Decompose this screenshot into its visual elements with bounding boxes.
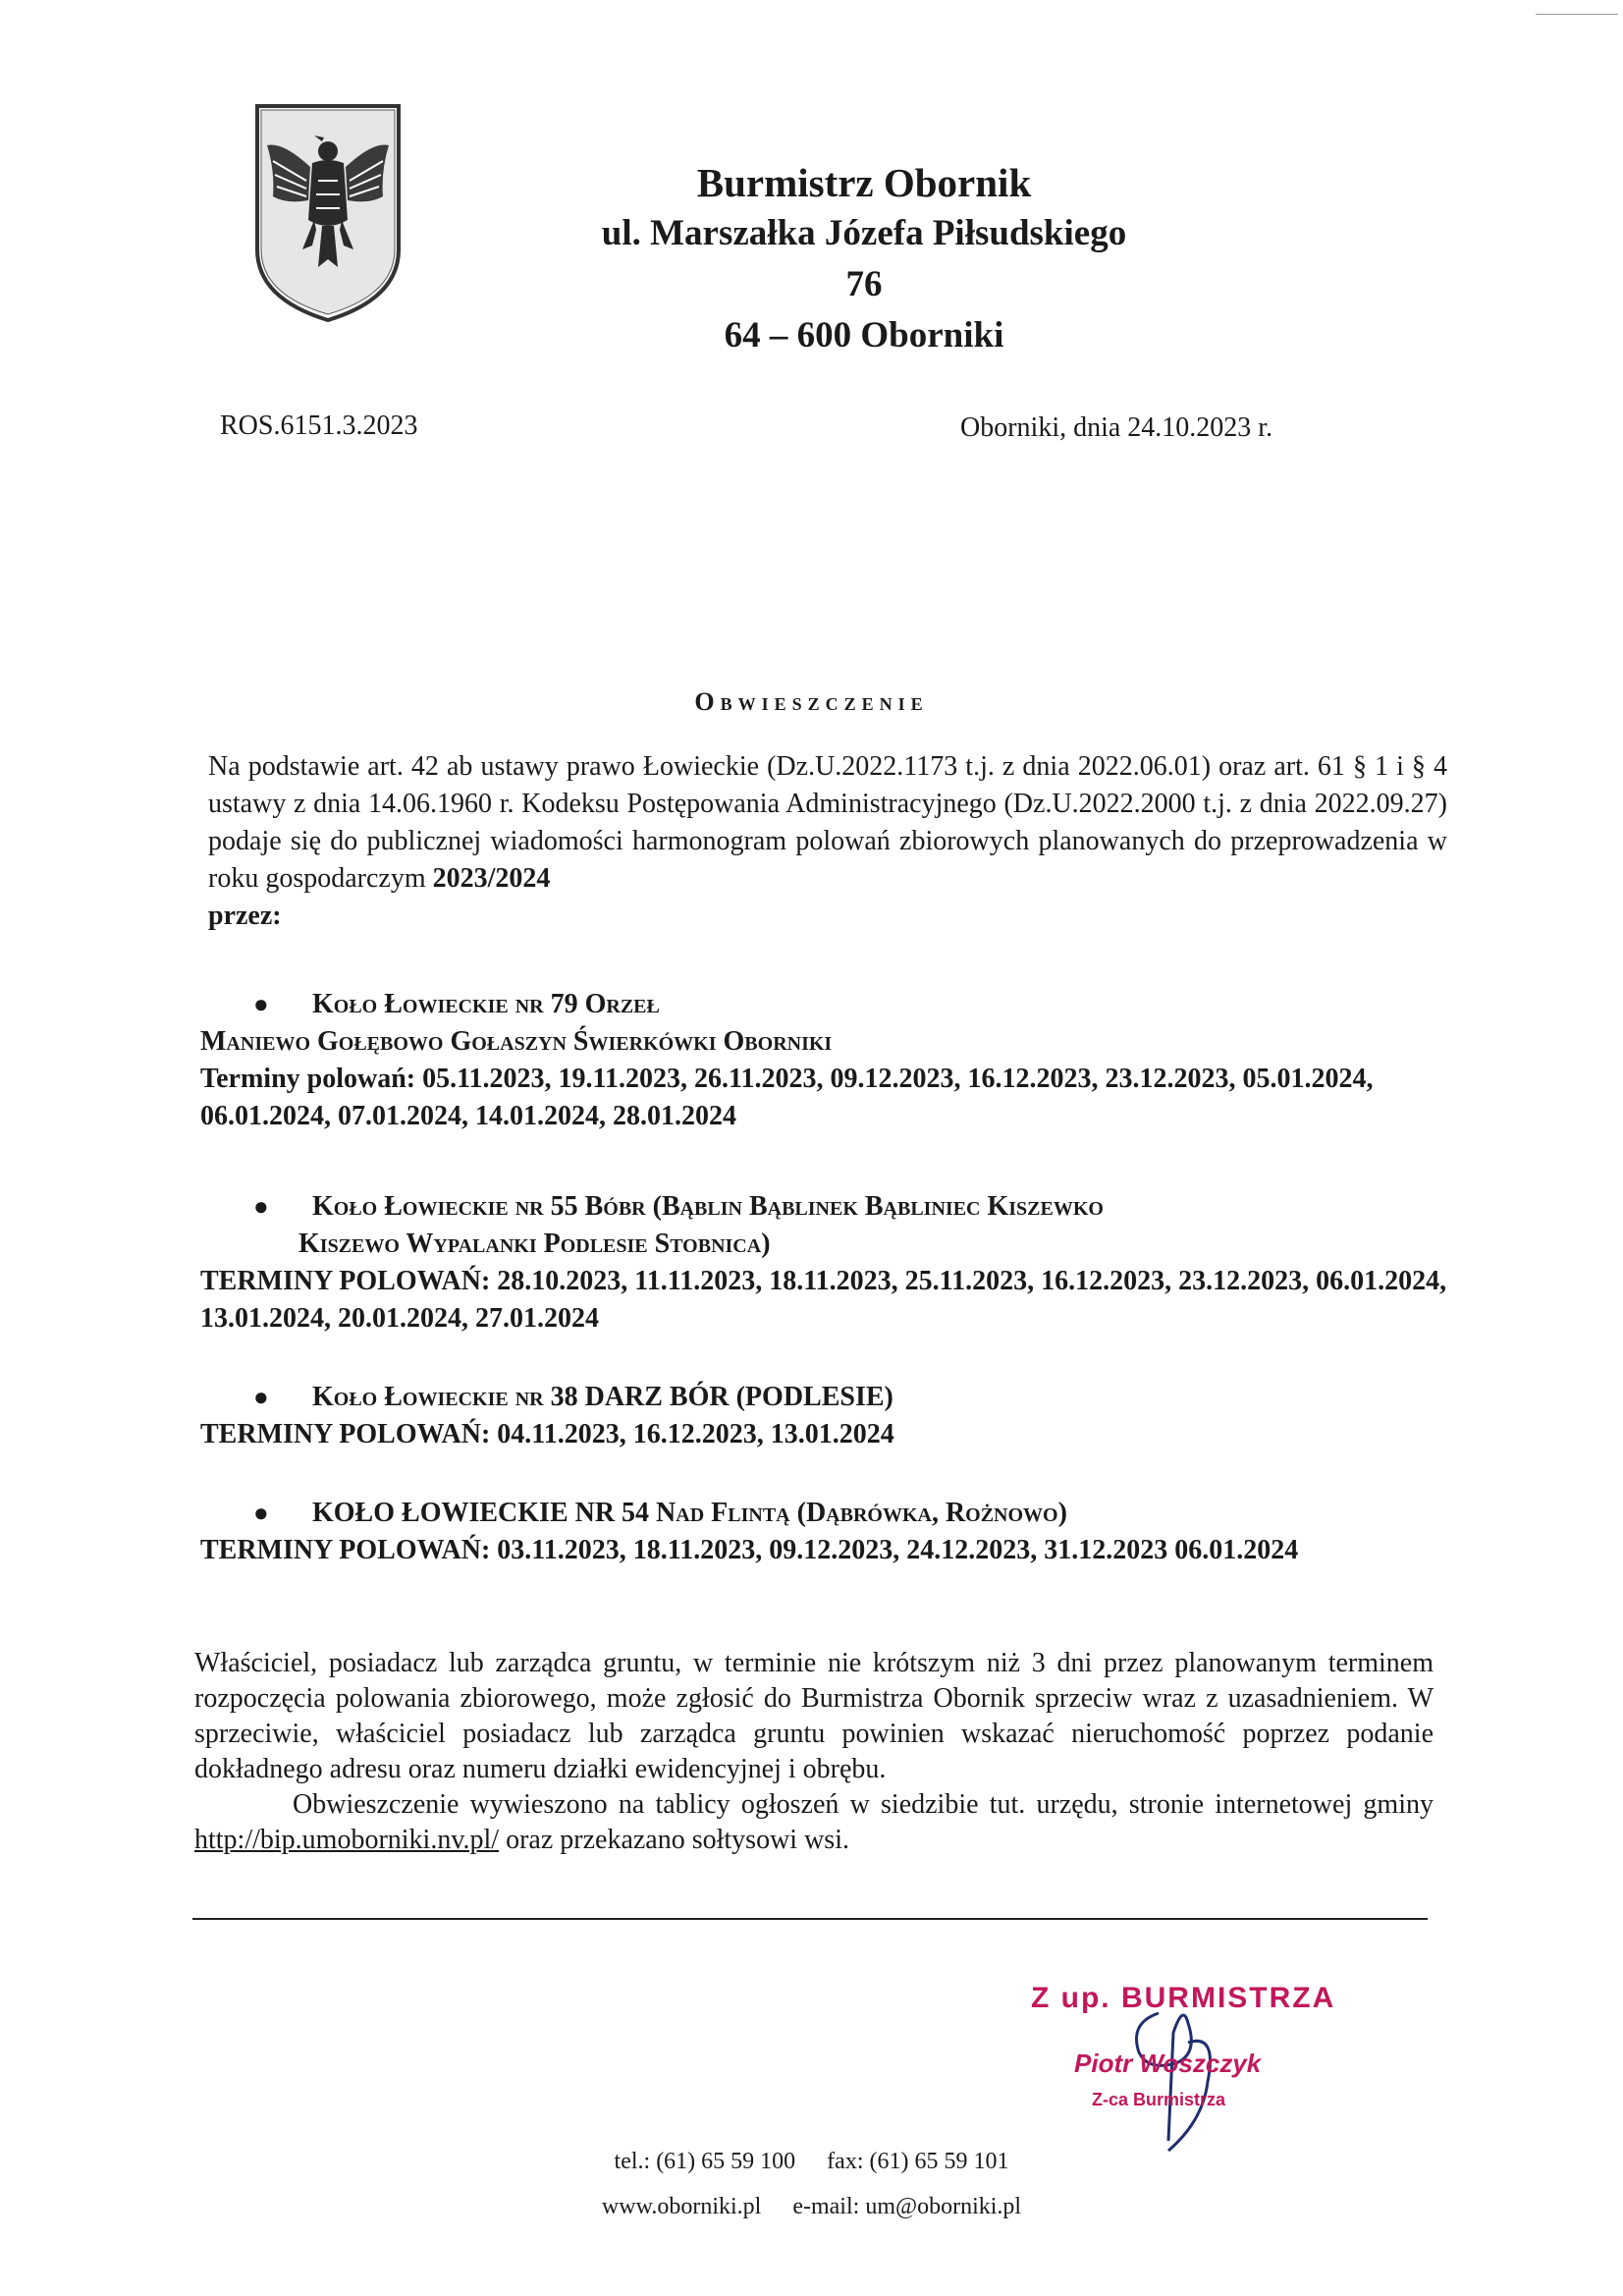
club-name: KOŁO ŁOWIECKIE NR 54 Nad Flintą (Dąbrówka, Rożnowo) (312, 1498, 1067, 1528)
club-name: Koło Łowieckie nr 55 Bóbr (Bąblin Bąblinek Bąbliniec Kiszewko (312, 1191, 1104, 1222)
club-dates: Terminy polowań: 05.11.2023, 19.11.2023, 26.11.2023, 09.12.2023, 16.12.2023, 23.12.2023, 05.01.2024, 06.01.2024, 07.01.2024, 14.01.2024, 28.01.2024 (200, 1064, 1374, 1131)
intro-year: 2023/2024 (432, 863, 551, 894)
club-block (200, 1188, 1457, 1338)
signature-icon (1090, 1994, 1286, 2170)
document-title: Obwieszczenie (694, 687, 929, 716)
document-date: Oborniki, dnia 24.10.2023 r. (960, 412, 1273, 443)
footer-contact-phone (0, 2149, 1623, 2175)
intro-text: Na podstawie art. 42 ab ustawy prawo Łowieckie (Dz.U.2022.1173 t.j. z dnia 2022.06.01) oraz art. 61 § 1 i § 4 ustawy z dnia 14.06.1960 r. Kodeksu Postępowania Administracyjnego (Dz.U.2022.2000 t.j. z dnia 2022.09.27) podaje się do publicznej wiadomości harmonogram polowań zbiorowych planowanych do przeprowadzenia w roku gospodarczym (208, 751, 1447, 894)
bullet-icon: ● (253, 1383, 269, 1411)
footer-www[interactable]: www.oborniki.pl (601, 2194, 762, 2219)
bullet-icon: ● (253, 1192, 269, 1221)
publication-text-start: Obwieszczenie wywieszono na tablicy ogłoszeń w siedzibie tut. urzędu, stronie internetowej gminy (293, 1789, 1434, 1820)
club-block (200, 1379, 1457, 1453)
bullet-icon: ● (253, 990, 269, 1018)
intro-przez: przez: (208, 901, 282, 931)
bip-link[interactable]: http://bip.umoborniki.nv.pl/ (194, 1825, 500, 1855)
club-block (200, 1495, 1457, 1569)
club-name: Koło Łowieckie nr 79 Orzeł (312, 989, 660, 1019)
top-rule (1536, 14, 1618, 15)
footer-fax: fax: (61) 65 59 101 (827, 2149, 1009, 2174)
club-area: Maniewo Gołębowo Gołaszyn Świerkówki Oborniki (200, 1026, 833, 1057)
footer-contact-web (0, 2194, 1623, 2220)
publication-paragraph (194, 1787, 1434, 1858)
club-block (200, 986, 1457, 1135)
publication-text-end: oraz przekazano sołtysowi wsi. (499, 1825, 849, 1855)
issuer-postcode: 64 – 600 Oborniki (724, 315, 1004, 355)
footer-email[interactable]: e-mail: um@oborniki.pl (792, 2194, 1022, 2219)
closing-text (194, 1646, 1434, 1858)
club-dates: TERMINY POLOWAŃ: 28.10.2023, 11.11.2023, 18.11.2023, 25.11.2023, 16.12.2023, 23.12.2023, 06.01.2024, 13.01.2024, 20.01.2024, 27.01.2024 (200, 1266, 1447, 1334)
intro-paragraph (208, 748, 1447, 935)
club-dates: TERMINY POLOWAŃ: 04.11.2023, 16.12.2023, 13.01.2024 (200, 1419, 894, 1449)
bullet-icon: ● (253, 1499, 269, 1527)
issuer-title: Burmistrz Obornik (696, 160, 1032, 205)
divider (192, 1918, 1428, 1920)
club-dates: TERMINY POLOWAŃ: 03.11.2023, 18.11.2023, 09.12.2023, 24.12.2023, 31.12.2023 06.01.2024 (200, 1535, 1299, 1565)
club-name: Koło Łowieckie nr 38 DARZ BÓR (PODLESIE) (312, 1382, 893, 1412)
issuer-header (589, 157, 1139, 361)
reference-number: ROS.6151.3.2023 (220, 410, 418, 441)
issuer-street: ul. Marszałka Józefa Piłsudskiego 76 (601, 213, 1127, 304)
objection-paragraph: Właściciel, posiadacz lub zarządca gruntu, w terminie nie krótszym niż 3 dni przez planowanym terminem rozpoczęcia polowania zbiorowego, może zgłosić do Burmistrza Obornik sprzeciw wraz z uzasadnieniem. W sprzeciwie, właściciel posiadacz lub zarządca gruntu powinien wskazać nieruchomość poprzez podanie dokładnego adresu oraz numeru działki ewidencyjnej i obrębu. (194, 1648, 1434, 1784)
signatory-role: Z-ca Burmistrza (1092, 2090, 1226, 2109)
footer-tel: tel.: (61) 65 59 100 (614, 2149, 796, 2174)
signatory-name: Piotr Woszczyk (1074, 2049, 1262, 2078)
eagle-crest-icon (253, 102, 403, 324)
authorization-stamp: Z up. BURMISTRZA (1031, 1982, 1336, 2014)
club-area: Kiszewo Wypalanki Podlesie Stobnica) (298, 1229, 771, 1259)
